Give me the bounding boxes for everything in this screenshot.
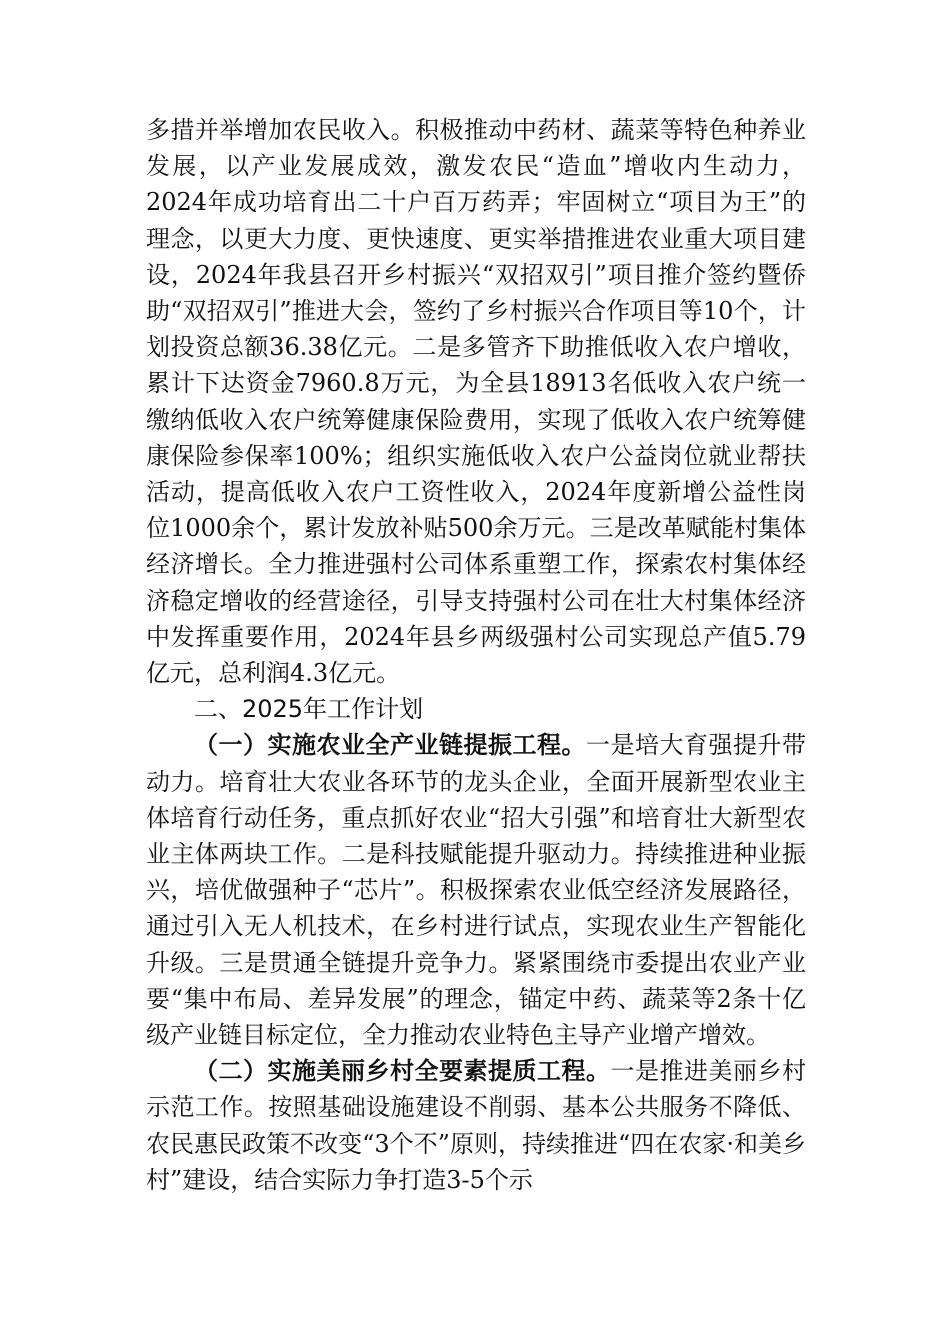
paragraph-industry-chain bbox=[146, 727, 806, 1053]
paragraph-lead-industry-chain: （一）实施农业全产业链提振工程。 bbox=[194, 730, 586, 760]
section-heading-2025-plan: 二、2025年工作计划 bbox=[194, 695, 424, 724]
paragraph-body-beautiful-village: 一是推进美丽乡村示范工作。按照基础设施建设不削弱、基本公共服务不降低、农民惠民政策不改变“3个不”原则，持续推进“四在农家·和美乡村”建设，结合实际力争打造3-5个示 bbox=[146, 1057, 806, 1194]
paragraph-income-measures: 多措并举增加农民收入。积极推动中药材、蔬菜等特色种养业发展，以产业发展成效，激发农民“造血”增收内生动力，2024年成功培育出二十户百万药弄；牢固树立“项目为王”的理念，以更大力度、更快速度、更实举措推进农业重大项目建设，2024年我县召开乡村振兴“双招双引”项目推介签约暨侨助“双招双引”推进大会，签约了乡村振兴合作项目等10个，计划投资总额36.38亿元。二是多管齐下助推低收入农户增收，累计下达资金7960.8万元，为全县18913名低收入农户统一缴纳低收入农户统筹健康保险费用，实现了低收入农户统筹健康保险参保率100%；组织实施低收入农户公益岗位就业帮扶活动，提高低收入农户工资性收入，2024年度新增公益性岗位1000余个，累计发放补贴500余万元。三是改革赋能村集体经济增长。全力推进强村公司体系重塑工作，探索农村集体经济稳定增收的经营途径，引导支持强村公司在壮大村集体经济中发挥重要作用，2024年县乡两级强村公司实现总产值5.79亿元，总利润4.3亿元。 bbox=[146, 116, 806, 688]
document-body bbox=[146, 112, 806, 1198]
paragraph-beautiful-village bbox=[146, 1053, 806, 1198]
paragraph-body-industry-chain: 一是培大育强提升带动力。培育壮大农业各环节的龙头企业，全面开展新型农业主体培育行动任务，重点抓好农业“招大引强”和培育壮大新型农业主体两块工作。二是科技赋能提升驱动力。持续推进种业振兴，培优做强种子“芯片”。积极探索农业低空经济发展路径，通过引入无人机技术，在乡村进行试点，实现农业生产智能化升级。三是贯通全链提升竞争力。紧紧围绕市委提出农业产业要“集中布局、差异发展”的理念，锚定中药、蔬菜等2条十亿级产业链目标定位，全力推动农业特色主导产业增产增效。 bbox=[146, 731, 806, 1050]
paragraph-lead-beautiful-village: （二）实施美丽乡村全要素提质工程。 bbox=[194, 1056, 611, 1086]
